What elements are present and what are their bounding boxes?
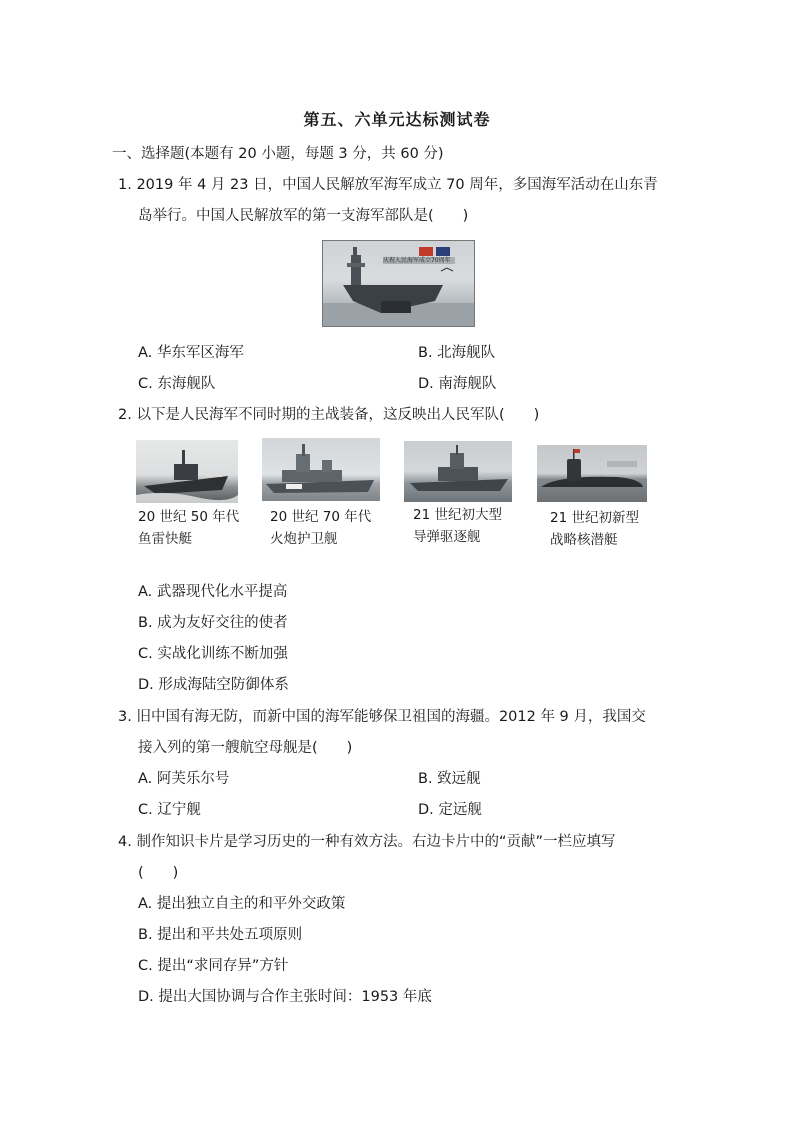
q1-option-d[interactable]: D. 南海舰队 [418,376,497,392]
q3-stem-line2: 接入列的第一艘航空母舰是( ) [138,740,353,756]
destroyer-graphic [404,441,512,502]
q2-option-a[interactable]: A. 武器现代化水平提高 [138,584,288,600]
aircraft-carrier-photo [322,240,475,327]
q2-option-c[interactable]: C. 实战化训练不断加强 [138,646,288,662]
q1-option-c[interactable]: C. 东海舰队 [138,376,216,392]
photo2-caption-line1: 20 世纪 70 年代 [270,509,372,525]
q4-stem-line2: ( ) [138,865,179,881]
q3-option-a[interactable]: A. 阿芙乐尔号 [138,771,230,787]
photo4-caption-line2: 战略核潜艇 [550,532,618,548]
torpedo-boat-photo [136,440,238,503]
q3-stem-line1: 3. 旧中国有海无防，而新中国的海军能够保卫祖国的海疆。2012 年 9 月，我国交 [118,709,646,725]
q2-option-b[interactable]: B. 成为友好交往的使者 [138,615,288,631]
q4-option-b[interactable]: B. 提出和平共处五项原则 [138,927,303,943]
q2-stem-line1: 2. 以下是人民海军不同时期的主战装备，这反映出人民军队( ) [118,407,540,423]
torpedo-boat-graphic [136,440,238,503]
q4-option-d[interactable]: D. 提出大国协调与合作主张时间：1953 年底 [138,989,432,1005]
q1-stem-line1: 1. 2019 年 4 月 23 日，中国人民解放军海军成立 70 周年，多国海军活动在山东青 [118,177,658,193]
photo3-caption-line1: 21 世纪初大型 [413,507,502,523]
q1-option-a[interactable]: A. 华东军区海军 [138,345,244,361]
q4-option-c[interactable]: C. 提出“求同存异”方针 [138,958,289,974]
submarine-graphic [537,445,647,502]
carrier-photo-caption: 庆祝人民海军成立70周年 [383,257,451,264]
q2-option-d[interactable]: D. 形成海陆空防御体系 [138,677,289,693]
photo3-caption-line2: 导弹驱逐舰 [413,529,481,545]
photo1-caption-line1: 20 世纪 50 年代 [138,509,240,525]
q3-option-b[interactable]: B. 致远舰 [418,771,481,787]
q3-option-c[interactable]: C. 辽宁舰 [138,802,201,818]
photo2-caption-line2: 火炮护卫舰 [270,531,338,547]
section-heading: 一、选择题(本题有 20 小题，每题 3 分，共 60 分) [112,146,444,162]
photo4-caption-line1: 21 世纪初新型 [550,510,639,526]
exam-title: 第五、六单元达标测试卷 [303,110,491,129]
q4-stem-line1: 4. 制作知识卡片是学习历史的一种有效方法。右边卡片中的“贡献”一栏应填写 [118,834,616,850]
q1-option-b[interactable]: B. 北海舰队 [418,345,496,361]
aircraft-carrier-graphic [323,241,474,326]
destroyer-photo [404,441,512,502]
frigate-graphic [262,438,380,501]
q1-stem-line2: 岛举行。中国人民解放军的第一支海军部队是( ) [138,208,469,224]
q3-option-d[interactable]: D. 定远舰 [418,802,482,818]
q4-option-a[interactable]: A. 提出独立自主的和平外交政策 [138,896,346,912]
photo1-caption-line2: 鱼雷快艇 [138,531,192,547]
frigate-photo [262,438,380,501]
submarine-photo [537,445,647,502]
